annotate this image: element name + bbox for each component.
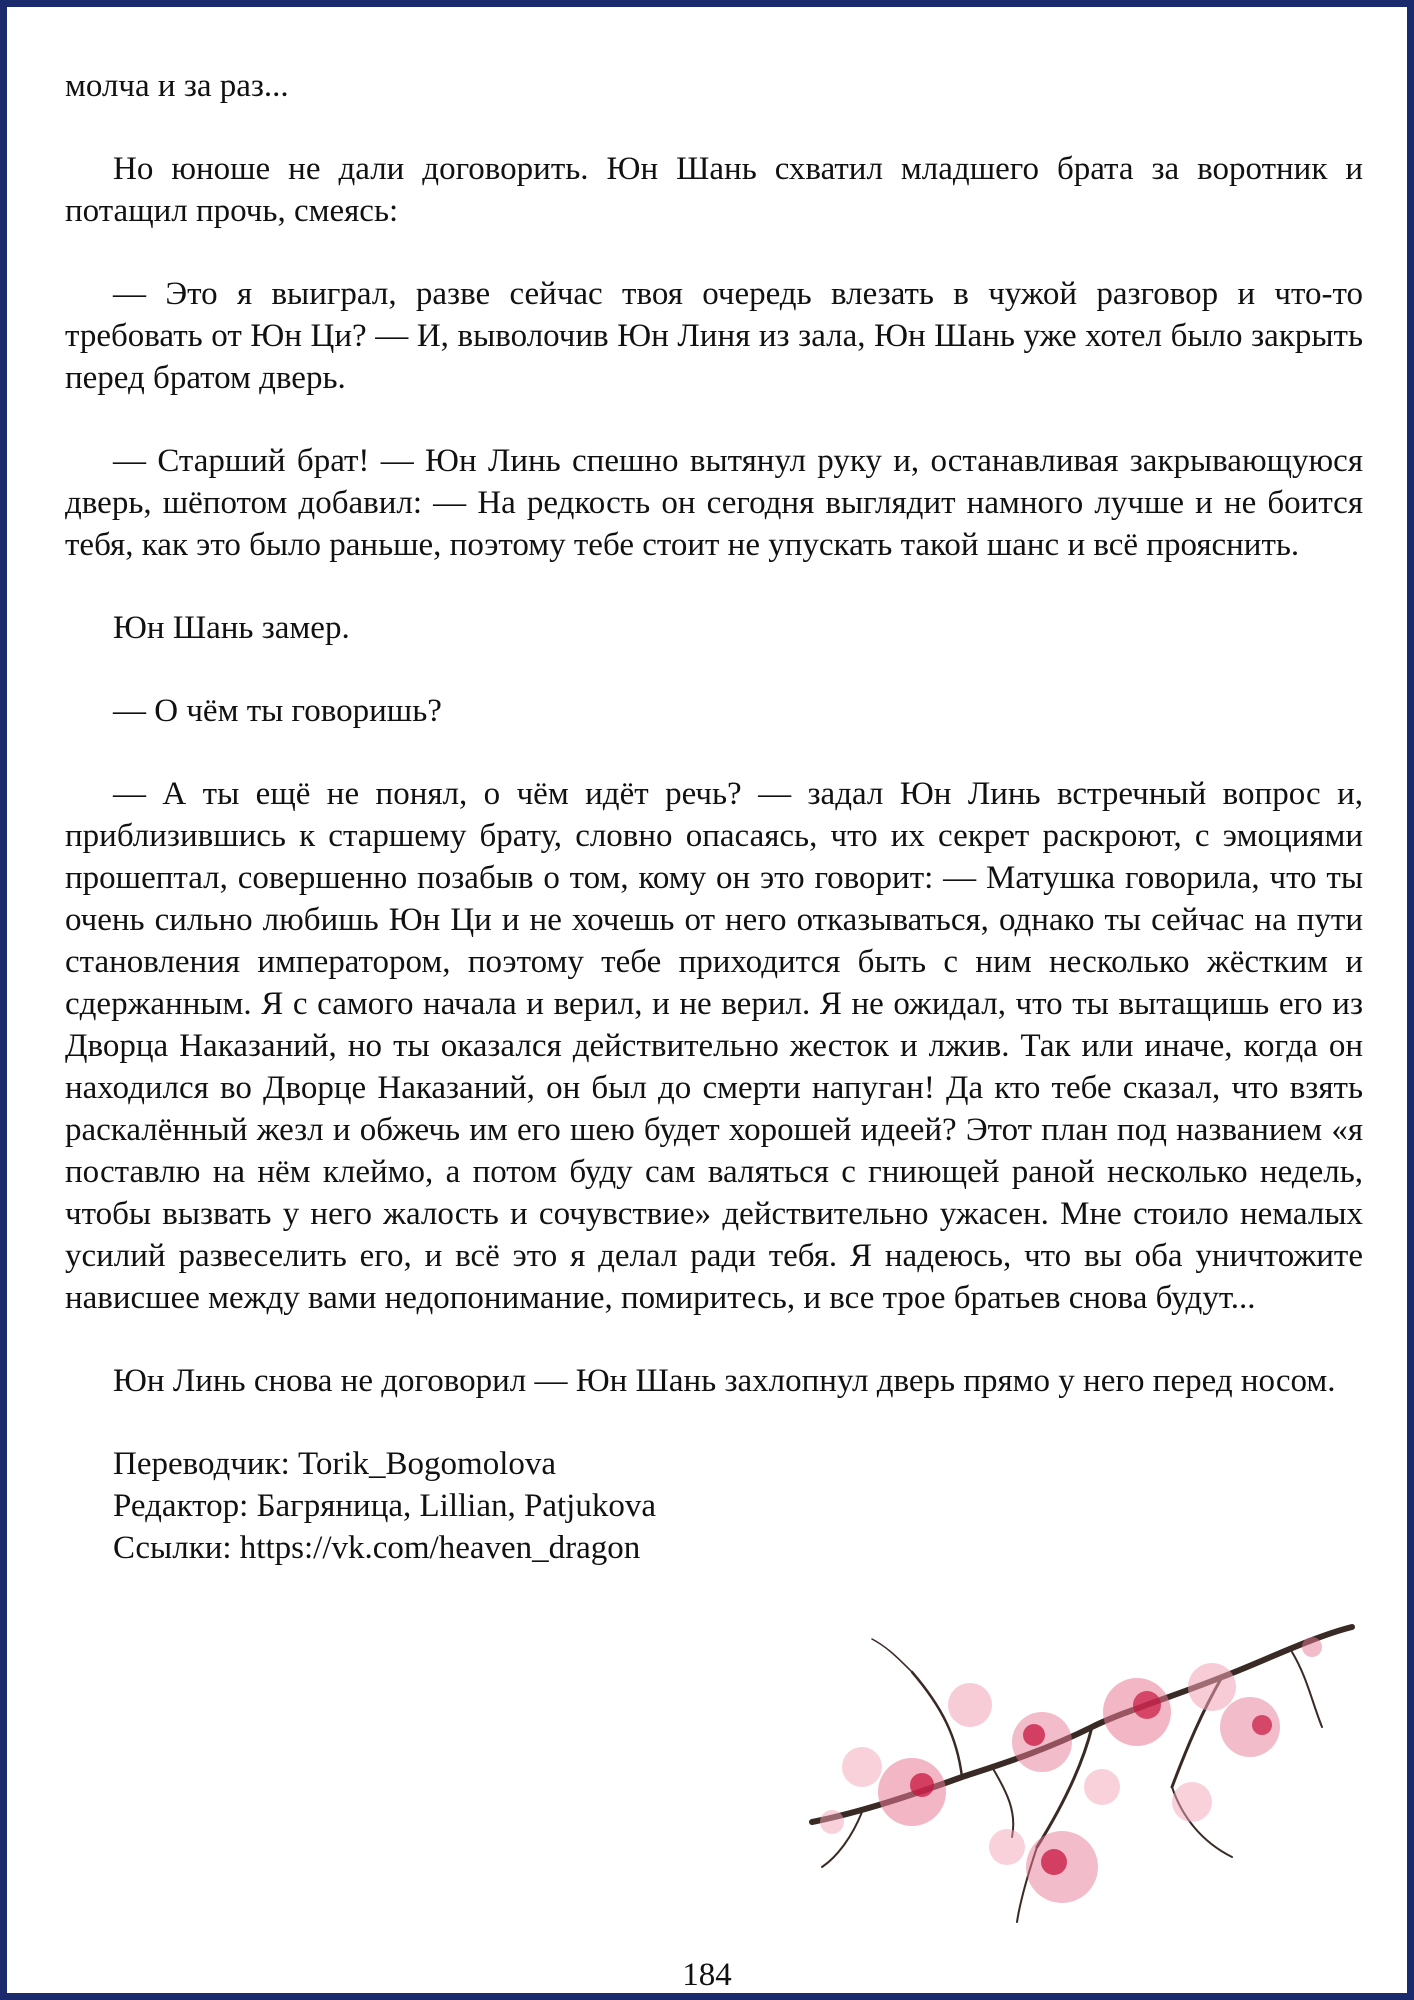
translator-credit: Переводчик: Torik_Bogomolova (113, 1446, 557, 1482)
blossom-splashes (820, 1637, 1322, 1903)
page-number: 184 (682, 1957, 732, 1993)
editor-credit: Редактор: Багряница, Lillian, Patjukova (113, 1488, 656, 1524)
paragraph: — Это я выиграл, разве сейчас твоя очередь влезать в чужой разговор и что-то требовать от Юн Ци? — И, выволочив Юн Линя из зала, Юн Шань уже хотел было закрыть перед братом дверь. (65, 276, 1363, 396)
cherry-blossom-illustration (792, 1617, 1362, 1937)
paragraph: — Старший брат! — Юн Линь спешно вытянул руку и, останавливая закрывающуюся дверь, шёпотом добавил: — На редкость он сегодня выглядит намного лучше и не боится тебя, как это было раньше, поэтому тебе стоит не упускать такой шанс и всё прояснить. (65, 443, 1363, 563)
links-credit: Ссылки: https://vk.com/heaven_dragon (113, 1530, 641, 1566)
paragraph: молча и за раз... (65, 68, 289, 104)
paragraph: Но юноше не дали договорить. Юн Шань схватил младшего брата за воротник и потащил прочь, смеясь: (65, 151, 1363, 229)
page-body (65, 65, 1363, 1569)
paragraph: — А ты ещё не понял, о чём идёт речь? — задал Юн Линь встречный вопрос и, приблизившись к старшему брату, словно опасаясь, что их секрет раскроют, с эмоциями прошептал, совершенно позабыв о том, кому он это говорит: — Матушка говорила, что ты очень сильно любишь Юн Ци и не хочешь от него отказываться, однако ты сейчас на пути становления императором, поэтому тебе приходится быть с ним несколько жёстким и сдержанным. Я с самого начала и верил, и не верил. Я не ожидал, что ты вытащишь его из Дворца Наказаний, но ты оказался действительно жесток и лжив. Так или иначе, когда он находился во Дворце Наказаний, он был до смерти напуган! Да кто тебе сказал, что взять раскалённый жезл и обжечь им его шею будет хорошей идеей? Этот план под названием «я поставлю на нём клеймо, а потом буду сам валяться с гниющей раной несколько недель, чтобы вызвать у него жалость и сочувствие» действительно ужасен. Мне стоило немалых усилий развеселить его, и всё это я делал ради тебя. Я надеюсь, что вы оба уничтожите нависшее между вами недопонимание, помиритесь, и все трое братьев снова будут... (65, 776, 1363, 1316)
paragraph: — О чём ты говоришь? (113, 693, 442, 729)
credits-block (65, 1443, 1363, 1569)
paragraph: Юн Линь снова не договорил — Юн Шань захлопнул дверь прямо у него перед носом. (113, 1363, 1336, 1399)
paragraph: Юн Шань замер. (113, 610, 350, 646)
